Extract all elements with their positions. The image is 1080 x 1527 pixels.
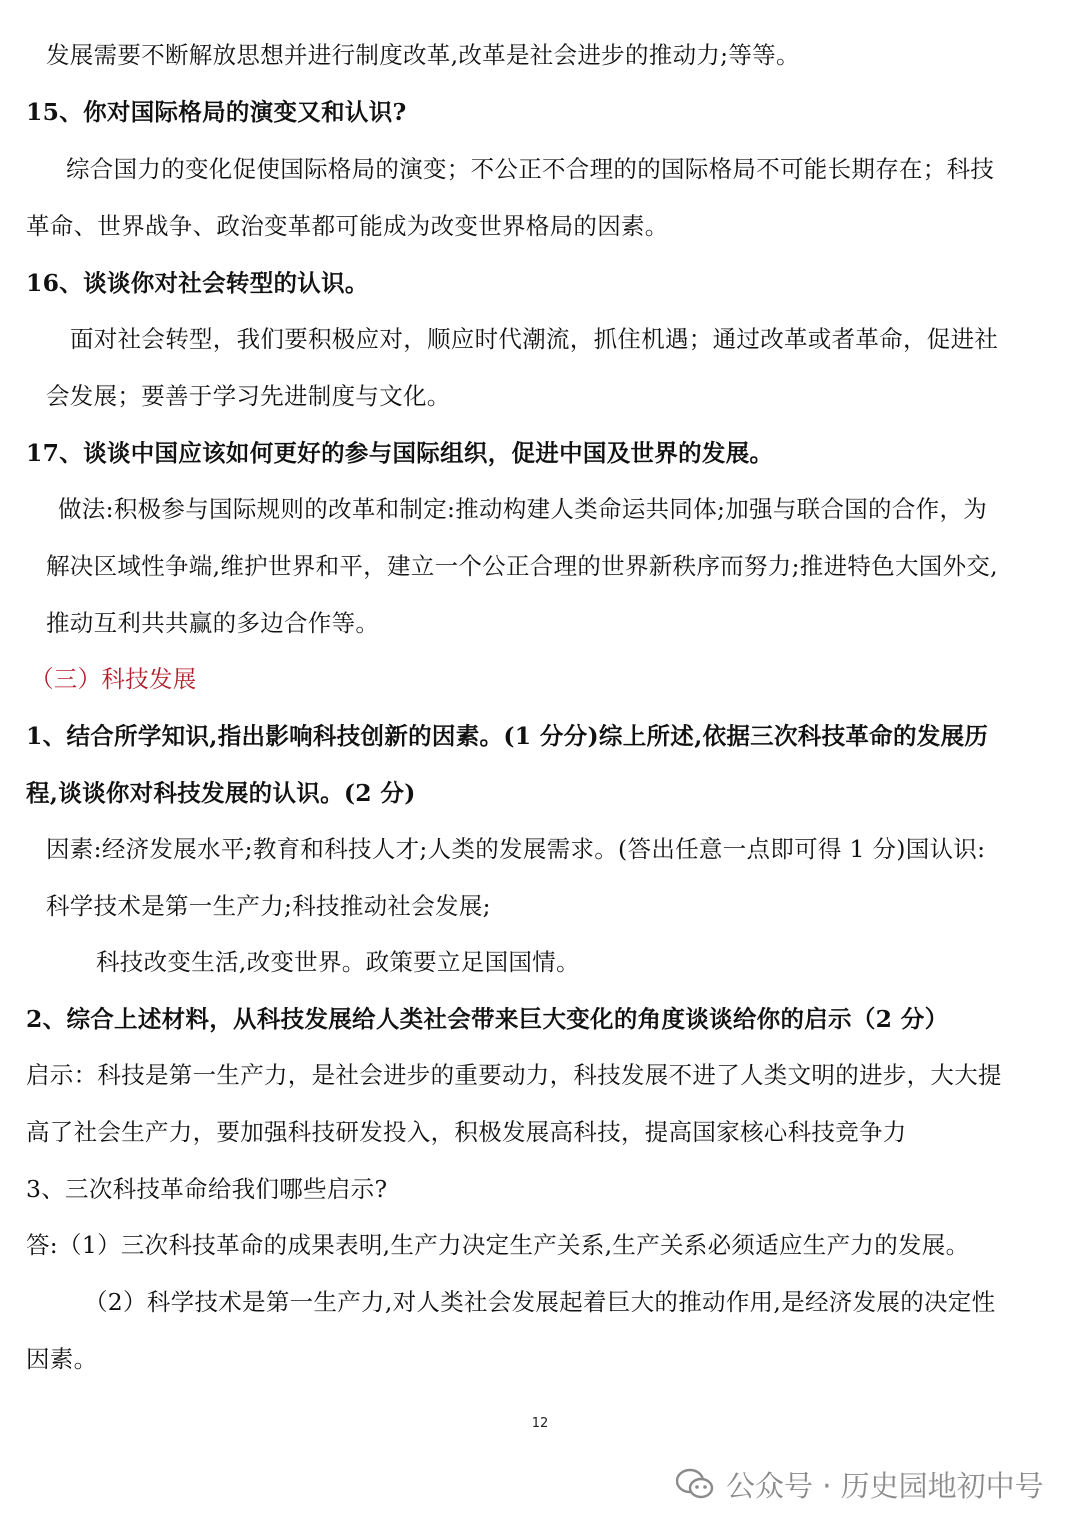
text-line: 答:（1）三次科技革命的成果表明,生产力决定生产关系,生产关系必须适应生产力的发展。 <box>26 1231 970 1259</box>
question-heading: 3、三次科技革命给我们哪些启示? <box>26 1175 388 1203</box>
text-line: 发展需要不断解放思想并进行制度改革,改革是社会进步的推动力;等等。 <box>46 41 800 69</box>
text-line: 会发展；要善于学习先进制度与文化。 <box>46 382 451 410</box>
question-heading: 15、你对国际格局的演变又和认识? <box>26 98 407 126</box>
text-line: 科学技术是第一生产力;科技推动社会发展; <box>46 892 491 920</box>
watermark <box>676 1464 1044 1504</box>
text-line: （2）科学技术是第一生产力,对人类社会发展起着巨大的推动作用,是经济发展的决定性 <box>84 1288 996 1316</box>
text-line: 面对社会转型，我们要积极应对，顺应时代潮流，抓住机遇；通过改革或者革命，促进社 <box>70 325 999 353</box>
text-line: 解决区域性争端,维护世界和平，建立一个公正合理的世界新秩序而努力;推进特色大国外交, <box>46 552 998 580</box>
text-line: 因素。 <box>26 1345 98 1373</box>
text-line: 综合国力的变化促使国际格局的演变；不公正不合理的的国际格局不可能长期存在；科技 <box>66 155 995 183</box>
text-line: 因素:经济发展水平;教育和科技人才;人类的发展需求。(答出任意一点即可得 1 分)国认识: <box>46 835 986 863</box>
text-line: 推动互利共共赢的多边合作等。 <box>46 609 380 637</box>
text-line: 革命、世界战争、政治变革都可能成为改变世界格局的因素。 <box>26 212 669 240</box>
question-heading: 17、谈谈中国应该如何更好的参与国际组织，促进中国及世界的发展。 <box>26 439 774 467</box>
text-line: 启示：科技是第一生产力，是社会进步的重要动力，科技发展不进了人类文明的进步，大大提 <box>26 1061 1002 1089</box>
text-line: 科技改变生活,改变世界。政策要立足国国情。 <box>96 948 580 976</box>
question-heading: 1、结合所学知识,指出影响科技创新的因素。(1 分分)综上所述,依据三次科技革命的发展历 <box>26 722 989 750</box>
watermark-text: 公众号 · 历史园地初中号 <box>726 1468 1044 1503</box>
question-heading: 2、综合上述材料，从科技发展给人类社会带来巨大变化的角度谈谈给你的启示（2 分） <box>26 1005 949 1033</box>
page-number: 12 <box>531 1416 549 1431</box>
wechat-official-account-icon <box>676 1468 714 1500</box>
question-heading: 16、谈谈你对社会转型的认识。 <box>26 269 369 297</box>
question-heading: 程,谈谈你对科技发展的认识。(2 分) <box>26 779 416 807</box>
text-line: 做法:积极参与国际规则的改革和制定:推动构建人类命运共同体;加强与联合国的合作，为 <box>58 495 988 523</box>
text-line: 高了社会生产力，要加强科技研发投入，积极发展高科技，提高国家核心科技竞争力 <box>26 1118 907 1146</box>
section-heading: （三）科技发展 <box>30 665 197 693</box>
